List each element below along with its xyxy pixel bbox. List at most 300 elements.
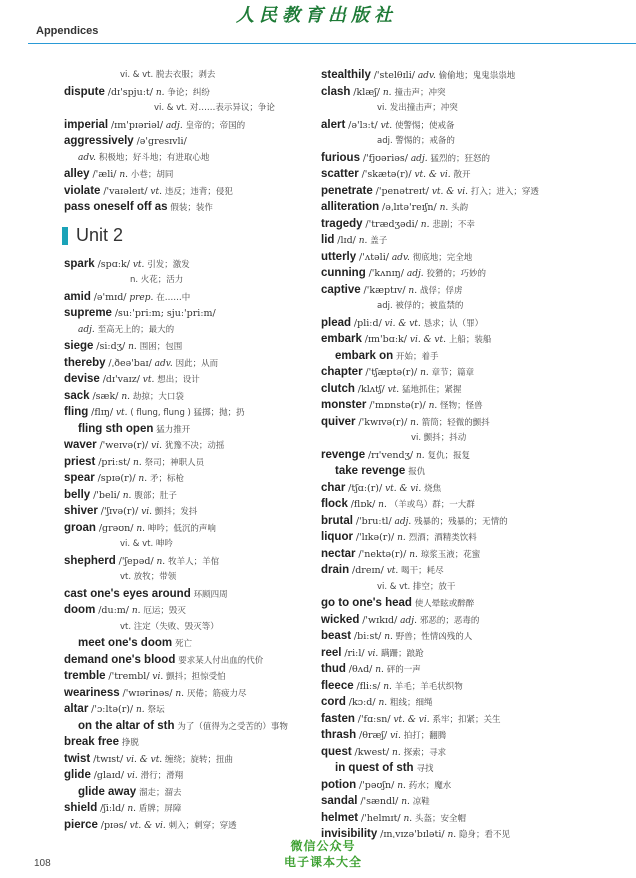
pronunciation: /'helmɪt/ [360, 812, 401, 824]
part-of-speech: n. [136, 705, 145, 715]
definition: 猛地抓住；紧握 [402, 384, 462, 395]
part-of-speech: n. [358, 236, 368, 246]
headword: clutch [321, 382, 355, 395]
pronunciation: /lɪd/ [337, 235, 356, 246]
part-of-speech: adv. [78, 152, 97, 163]
vocab-entry [321, 397, 585, 414]
vocab-entry [64, 150, 328, 167]
vocab-entry [64, 569, 328, 586]
headword: supreme [64, 307, 112, 319]
pronunciation: /ˌðeə'baɪ/ [108, 357, 152, 369]
part-of-speech: adj. [78, 324, 95, 335]
part-of-speech: n. [401, 797, 410, 807]
vocab-entry [321, 216, 585, 233]
headword: glide [64, 769, 91, 781]
headword: fleece [321, 679, 354, 692]
vocab-entry [321, 711, 585, 728]
vocab-entry [321, 727, 585, 744]
headword: cunning [321, 267, 366, 279]
vocab-entry [64, 388, 328, 405]
vocab-entry [64, 734, 328, 751]
definition: 在……中 [156, 292, 191, 303]
part-of-speech: n. [128, 342, 137, 352]
vocab-entry [321, 595, 585, 612]
headword: lid [321, 234, 335, 246]
definition: 章节；篇章 [431, 368, 475, 378]
part-of-speech: n. [175, 688, 185, 699]
part-of-speech: vt. [386, 566, 399, 576]
definition: 腹部；肚子 [134, 490, 177, 501]
vocab-entry [321, 694, 585, 711]
part-of-speech: vt. [380, 120, 393, 131]
headword: furious [321, 151, 360, 164]
vocab-entry [64, 685, 328, 702]
part-of-speech: n. [397, 780, 406, 791]
definition: vi. & vt. 脱去衣服；剥去 [120, 70, 216, 80]
part-of-speech: prep. [129, 292, 154, 303]
part-of-speech: n. [420, 219, 430, 230]
headword: spark [64, 257, 95, 270]
pronunciation: /ə'lɜːt/ [348, 119, 378, 131]
definition: 皇帝的；帝国的 [185, 120, 246, 131]
definition: vt. 放牧；带领 [120, 572, 177, 582]
pronunciation: /θʌd/ [348, 664, 373, 675]
vocabulary-column-left [64, 67, 328, 833]
headword: aggressively [64, 135, 134, 147]
header-divider [28, 43, 636, 44]
definition: vt. 注定（失败、毁灭等） [120, 621, 219, 632]
part-of-speech: n. [409, 549, 418, 560]
part-of-speech: vi. & vt. [384, 318, 421, 329]
vocab-entry [64, 652, 328, 669]
pronunciation: /dreɪn/ [352, 565, 384, 576]
definition: 颤抖；担惊受怕 [166, 672, 226, 682]
definition: 砰的一声 [386, 665, 421, 675]
vocab-entry [321, 496, 585, 513]
vocab-entry [64, 371, 328, 388]
vocab-entry [321, 546, 585, 563]
pronunciation: /ə'mɪd/ [93, 291, 127, 303]
part-of-speech: n. [416, 450, 425, 461]
pronunciation: /ə'gresɪvli/ [136, 136, 187, 147]
headword: quiver [321, 415, 356, 428]
vocab-entry [321, 414, 585, 431]
vocab-entry [321, 150, 585, 167]
pronunciation: /'mɒnstə(r)/ [369, 400, 426, 411]
definition: 缠绕；旋转；扭曲 [165, 754, 234, 765]
part-of-speech: n. [410, 417, 419, 428]
definition: 因此；从而 [175, 358, 219, 369]
pronunciation: /'nektə(r)/ [358, 548, 407, 560]
vocab-entry [321, 793, 585, 810]
part-of-speech: adv. [417, 71, 436, 81]
pronunciation: /əˌlɪtə'reɪʃn/ [382, 202, 437, 213]
vocab-entry [321, 84, 585, 101]
vocab-entry [64, 437, 328, 454]
vocab-entry [64, 322, 328, 339]
headword: belly [64, 488, 91, 501]
headword: fasten [321, 712, 355, 725]
definition: 蹒跚；踉跄 [381, 648, 424, 659]
definition: 滑行；滑翔 [140, 771, 184, 781]
vocab-entry [321, 661, 585, 678]
headword: fling [64, 406, 89, 418]
definition: 使警惕；使戒备 [395, 120, 455, 131]
definition: 野兽；性情凶残的人 [395, 632, 473, 642]
vocab-entry [64, 487, 328, 504]
vocab-entry [321, 265, 585, 282]
headword: amid [64, 290, 91, 303]
pronunciation: /suː'priːm; sjuː'priːm/ [114, 308, 216, 319]
pronunciation: /dɪ'vaɪz/ [102, 374, 140, 385]
headword: sandal [321, 795, 358, 807]
headword: twist [64, 752, 91, 765]
vocab-entry [64, 454, 328, 471]
vocab-entry [321, 513, 585, 530]
vocab-entry [321, 249, 585, 266]
vocab-entry [321, 183, 585, 200]
pronunciation: /ɪm'bɑːk/ [364, 334, 407, 345]
definition: 烧焦 [424, 483, 442, 494]
vocab-entry [321, 678, 585, 695]
headword: quest [321, 745, 352, 758]
definition: 上船；装船 [448, 335, 492, 345]
headword: flock [321, 498, 348, 510]
pronunciation: /biːst/ [353, 631, 382, 642]
definition: 盖子 [370, 236, 388, 246]
part-of-speech: adj. [406, 269, 424, 279]
definition: 偷偷地；鬼鬼祟祟地 [438, 71, 516, 81]
definition: 喝干；耗尽 [401, 566, 444, 576]
headword: cast one's eyes around [64, 587, 191, 600]
headword: scatter [321, 168, 359, 180]
part-of-speech: n. [127, 804, 136, 814]
page-number: 108 [34, 858, 51, 869]
pronunciation: /twɪst/ [93, 753, 124, 765]
headword: cord [321, 696, 346, 708]
vocab-entry [321, 133, 585, 150]
pronunciation: /grəʊn/ [98, 522, 134, 534]
headword: chapter [321, 366, 363, 378]
definition: 烈酒；酒精类饮料 [408, 533, 477, 543]
pronunciation: /spɑːk/ [97, 258, 130, 270]
vocab-entry [64, 635, 328, 652]
pronunciation: /kwest/ [354, 746, 390, 758]
pronunciation: /duːm/ [98, 605, 129, 616]
pronunciation: /'ʌtəli/ [359, 251, 389, 263]
pronunciation: /'sændl/ [360, 796, 399, 807]
vocab-entry [64, 183, 328, 200]
headword: demand one's blood [64, 653, 176, 666]
headword: penetrate [321, 184, 373, 197]
definition: 围困；包围 [139, 342, 183, 352]
headword: alert [321, 118, 346, 131]
headword: embark on [335, 349, 394, 362]
pronunciation: /tʃɑː(r)/ [348, 482, 383, 494]
pronunciation: /'beli/ [93, 489, 120, 501]
headword: alliteration [321, 201, 380, 213]
headword: alley [64, 168, 90, 180]
vocabulary-column-right [321, 67, 585, 843]
pronunciation: /pɪəs/ [100, 819, 127, 831]
headword: potion [321, 778, 357, 791]
headword: siege [64, 340, 94, 352]
unit-title: Unit 2 [76, 225, 124, 245]
definition: 拍打；翻腾 [403, 731, 447, 741]
headword: take revenge [335, 465, 406, 477]
headword: beast [321, 630, 352, 642]
vocab-entry [321, 315, 585, 332]
definition: 至高无上的；最大的 [97, 324, 175, 335]
definition: adj. 被俘的；被监禁的 [377, 301, 464, 311]
pronunciation: /klæʃ/ [353, 86, 381, 98]
pronunciation: /'lɪkə(r)/ [355, 532, 395, 543]
part-of-speech: vi. [367, 648, 379, 659]
watermark [268, 838, 378, 870]
part-of-speech: vi. & vt. [409, 335, 446, 345]
pronunciation: /ʃiːld/ [100, 803, 125, 814]
pronunciation: /ɪm'pɪəriəl/ [110, 119, 164, 131]
definition: 残暴的；残暴的；无情的 [414, 516, 508, 527]
headword: invisibility [321, 828, 378, 840]
part-of-speech: n. [378, 500, 387, 510]
pronunciation: /'æli/ [92, 169, 117, 180]
pronunciation: /riːl/ [344, 647, 365, 659]
pronunciation: /fliːs/ [356, 680, 381, 692]
vocab-entry [64, 67, 328, 84]
pronunciation: /'kæptɪv/ [363, 284, 406, 296]
vocab-entry [64, 800, 328, 817]
vocab-entry [321, 645, 585, 662]
pronunciation: /'fjʊəriəs/ [362, 152, 408, 164]
definition: 盾牌；屏障 [138, 804, 182, 814]
part-of-speech: n. [384, 632, 393, 642]
definition: 引发；激发 [147, 259, 190, 270]
vocab-entry [64, 470, 328, 487]
definition: 想出；设计 [157, 375, 200, 385]
pronunciation: /'penətreɪt/ [375, 185, 429, 197]
vocab-entry [321, 777, 585, 794]
definition: 祭司；神职人员 [144, 457, 205, 468]
vocab-entry [64, 668, 328, 685]
vocab-entry [321, 463, 585, 480]
definition: 系牢；扣紧；关生 [432, 714, 501, 725]
headword: clash [321, 85, 351, 98]
definition: 溜走；溜去 [139, 787, 182, 798]
definition: 牧羊人；羊倌 [168, 556, 220, 567]
pronunciation: /spɪə(r)/ [97, 473, 136, 484]
part-of-speech: adj. [400, 615, 417, 626]
pronunciation: /ɪnˌvɪzə'bɪləti/ [380, 829, 445, 840]
definition: 挣脱 [121, 738, 139, 748]
pronunciation: /'skætə(r)/ [361, 169, 412, 180]
definition: 战俘；俘虏 [419, 285, 463, 296]
vocab-entry [64, 256, 328, 273]
pronunciation: /'trembl/ [108, 671, 150, 682]
vocab-entry [64, 100, 328, 117]
definition: 报仇 [408, 467, 426, 477]
vocab-entry [64, 602, 328, 619]
vocab-entry [321, 447, 585, 464]
definition: （羊或鸟）群；一大群 [389, 500, 475, 510]
definition: 争论；纠纷 [167, 87, 210, 98]
vocab-entry [321, 199, 585, 216]
part-of-speech: n. [397, 533, 406, 543]
headword: dispute [64, 85, 105, 98]
part-of-speech: vt. & vi. [385, 483, 422, 494]
definition: vi. & vt. 排空；放干 [377, 581, 456, 592]
vocab-entry [321, 67, 585, 84]
vocab-entry [321, 480, 585, 497]
headword: waver [64, 439, 97, 451]
headword: drain [321, 564, 350, 576]
headword: on the altar of sth [78, 719, 175, 732]
part-of-speech: vt. [142, 375, 155, 385]
headword: break free [64, 736, 119, 748]
pronunciation: /'kʌnɪŋ/ [368, 268, 405, 279]
pronunciation: /'kwɪvə(r)/ [358, 416, 408, 428]
pronunciation: /'fɑːsn/ [357, 713, 391, 725]
definition: 祭坛 [147, 705, 165, 715]
headword: char [321, 481, 346, 494]
vocab-entry [321, 166, 585, 183]
vocab-entry [64, 355, 328, 372]
headword: glide away [78, 785, 137, 798]
headword: sack [64, 389, 90, 402]
unit-marker [62, 227, 68, 245]
part-of-speech: vi. [126, 771, 138, 781]
vocab-entry [321, 348, 585, 365]
vocab-entry [64, 701, 328, 718]
part-of-speech: n. [156, 556, 166, 567]
definition: adj. 警惕的；戒备的 [377, 136, 455, 146]
definition: 羊毛；羊毛状织物 [394, 681, 463, 692]
headword: nectar [321, 547, 356, 560]
vocab-entry [321, 381, 585, 398]
pronunciation: /'wɪərinəs/ [122, 687, 173, 699]
definition: n. 火花；活力 [130, 275, 184, 285]
headword: embark [321, 333, 362, 345]
definition: 粗线；细绳 [389, 698, 433, 708]
definition: 琼浆玉液；花蜜 [420, 549, 481, 560]
headword: tragedy [321, 217, 363, 230]
publisher-logo: 人民教育出版社 [236, 5, 397, 26]
definition: 药水；魔水 [408, 780, 452, 791]
definition: 违反；违背；侵犯 [164, 186, 233, 197]
part-of-speech: adv. [391, 252, 410, 263]
pronunciation: /'weɪvə(r)/ [99, 440, 149, 451]
pronunciation: /'vaɪəleɪt/ [103, 185, 148, 197]
pronunciation: /flɒk/ [350, 499, 376, 510]
part-of-speech: n. [378, 698, 388, 708]
vocab-entry [64, 133, 328, 150]
pronunciation: /'ɔːltə(r)/ [91, 704, 134, 715]
vocab-entry [64, 404, 328, 421]
definition: 猛烈的；狂怒的 [430, 153, 490, 164]
vocab-entry [321, 612, 585, 629]
unit-heading [62, 219, 328, 253]
headword: monster [321, 399, 367, 411]
pronunciation: /sæk/ [92, 390, 119, 402]
headword: altar [64, 703, 89, 715]
definition: 箭筒；轻微的颤抖 [421, 417, 490, 428]
headword: revenge [321, 448, 366, 461]
part-of-speech: adv. [154, 358, 173, 369]
part-of-speech: vt. [115, 408, 128, 418]
definition: vi. & vt. 呻吟 [120, 539, 173, 549]
vocab-entry [64, 503, 328, 520]
part-of-speech: vt. [150, 186, 162, 197]
pronunciation: /priːst/ [98, 456, 131, 468]
definition: 恳求；认（罪） [423, 318, 484, 329]
headword: doom [64, 604, 96, 616]
pronunciation: /kɔːd/ [348, 697, 376, 708]
definition: vi. 发出撞击声；冲突 [377, 103, 458, 113]
definition: 开始；着手 [396, 351, 439, 362]
headword: in quest of sth [335, 762, 414, 774]
vocab-entry [64, 305, 328, 322]
part-of-speech: vi. [152, 672, 164, 682]
definition: 环顾四周 [193, 589, 228, 600]
definition: 使人晕眩或醉醉 [414, 599, 475, 609]
vocab-entry [321, 744, 585, 761]
definition: 打入；进入；穿透 [470, 186, 539, 197]
part-of-speech: n. [138, 474, 148, 484]
vocab-entry [321, 364, 585, 381]
headword: priest [64, 455, 96, 468]
part-of-speech: n. [382, 87, 392, 98]
vocab-entry [321, 232, 585, 249]
part-of-speech: vt. & vi. [414, 170, 451, 180]
headword: captive [321, 283, 361, 296]
part-of-speech: vi. & vt. [126, 754, 163, 765]
definition: 矛；标枪 [149, 474, 184, 484]
part-of-speech: n. [439, 203, 449, 213]
part-of-speech: n. [392, 747, 401, 758]
vocab-entry [321, 117, 585, 134]
vocab-entry [321, 282, 585, 299]
vocab-entry [321, 298, 585, 315]
vocab-entry [64, 84, 328, 101]
headword: plead [321, 316, 352, 329]
definition: 小巷；胡同 [130, 170, 174, 180]
vocab-entry [64, 166, 328, 183]
definition: 假装；装作 [170, 203, 213, 213]
headword: thud [321, 663, 346, 675]
vocab-entry [321, 760, 585, 777]
headword: spear [64, 472, 95, 484]
part-of-speech: vt. & vi. [393, 714, 430, 725]
headword: groan [64, 521, 96, 534]
definition: 寻找 [416, 764, 434, 774]
part-of-speech: n. [136, 523, 146, 534]
vocab-entry [64, 272, 328, 289]
part-of-speech: vt. [387, 384, 400, 395]
part-of-speech: n. [428, 401, 438, 411]
definition: 厄运；毁灭 [143, 606, 186, 616]
definition: 劫掠；大口袋 [132, 391, 184, 402]
definition: 猛力推开 [156, 424, 191, 435]
pronunciation: /'ʃepəd/ [118, 555, 154, 567]
vocab-entry [321, 810, 585, 827]
part-of-speech: adj. [410, 153, 428, 164]
pronunciation: /'ʃɪvə(r)/ [100, 506, 139, 517]
section-label: Appendices [36, 25, 99, 37]
pronunciation: /'bruːtl/ [355, 515, 392, 527]
part-of-speech: vi. [390, 731, 401, 741]
pronunciation: /θræʃ/ [359, 730, 388, 741]
headword: pierce [64, 818, 98, 831]
